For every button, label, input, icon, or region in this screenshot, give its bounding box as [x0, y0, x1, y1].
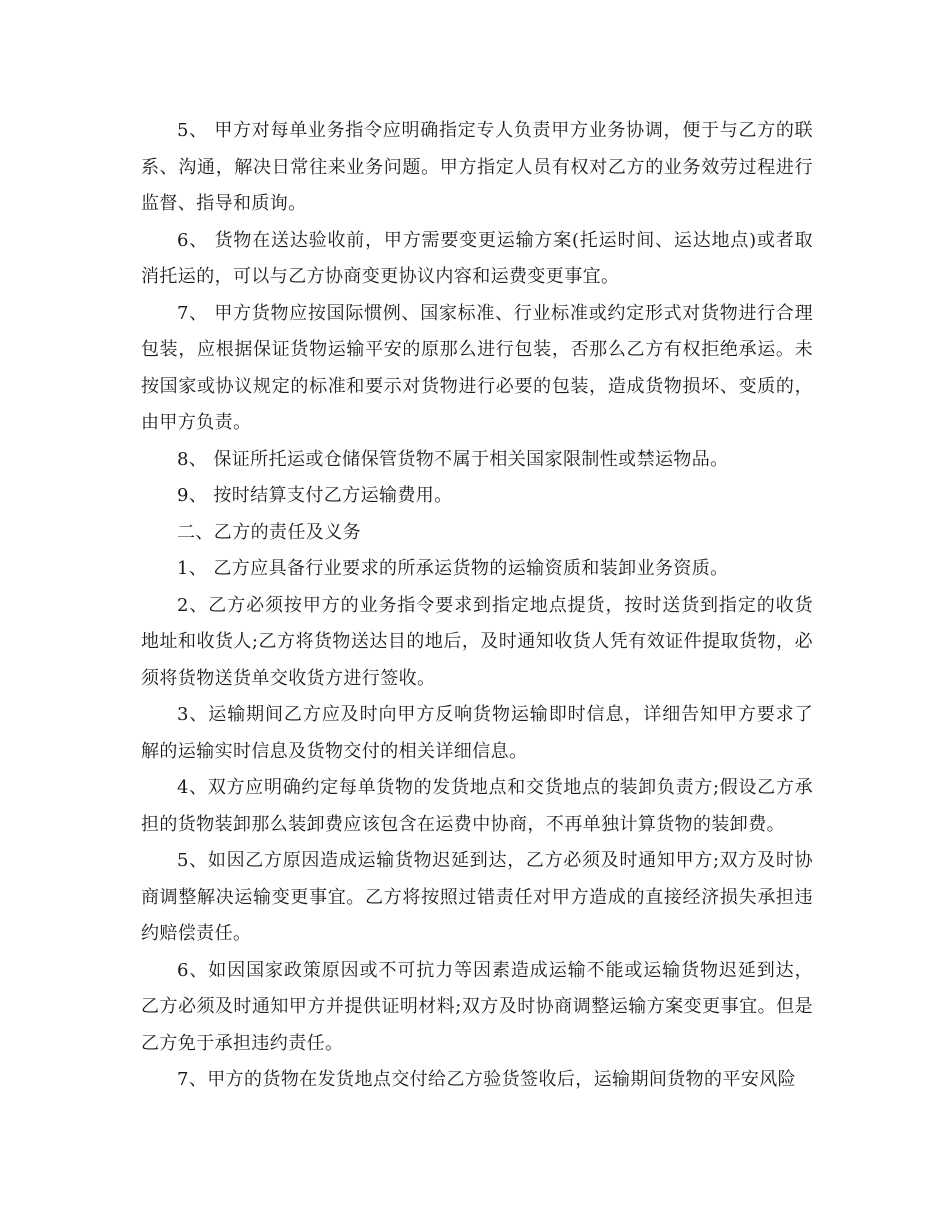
paragraph-b6: 6、如因国家政策原因或不可抗力等因素造成运输不能或运输货物迟延到达，乙方必须及时通知甲方并提供证明材料;双方及时协商调整运输方案变更事宜。但是乙方免于承担违约责任。	[141, 959, 813, 1054]
paragraph-a7: 7、 甲方货物应按国际惯例、国家标准、行业标准或约定形式对货物进行合理包装，应根据保证货物运输平安的原那么进行包装，否那么乙方有权拒绝承运。未按国家或协议规定的标准和要示对货物进行必要的包装，造成货物损坏、变质的，由甲方负责。	[141, 302, 813, 433]
paragraph-a9: 9、 按时结算支付乙方运输费用。	[177, 485, 453, 506]
section-heading-party-b: 二、乙方的责任及义务	[177, 521, 361, 543]
paragraph-a5: 5、 甲方对每单业务指令应明确指定专人负责甲方业务协调，便于与乙方的联系、沟通，解决日常往来业务问题。甲方指定人员有权对乙方的业务效劳过程进行监督、指导和质询。	[141, 120, 813, 214]
document-body	[141, 113, 813, 1099]
paragraph-b1: 1、 乙方应具备行业要求的所承运货物的运输资质和装卸业务资质。	[177, 558, 729, 579]
paragraph-b4: 4、双方应明确约定每单货物的发货地点和交货地点的装卸负责方;假设乙方承担的货物装卸那么装卸费应该包含在运费中协商，不再单独计算货物的装卸费。	[141, 777, 813, 835]
paragraph-a8: 8、 保证所托运或仓储保管货物不属于相关国家限制性或禁运物品。	[177, 448, 729, 470]
paragraph-a6: 6、 货物在送达验收前，甲方需要变更运输方案(托运时间、运达地点)或者取消托运的，可以与乙方协商变更协议内容和运费变更事宜。	[141, 229, 813, 287]
paragraph-b7: 7、甲方的货物在发货地点交付给乙方验货签收后，运输期间货物的平安风险	[177, 1069, 797, 1090]
paragraph-b2: 2、乙方必须按甲方的业务指令要求到指定地点提货，按时送货到指定的收货地址和收货人;乙方将货物送达目的地后，及时通知收货人凭有效证件提取货物，必须将货物送货单交收货方进行签收。	[141, 594, 813, 689]
paragraph-b3: 3、运输期间乙方应及时向甲方反响货物运输即时信息，详细告知甲方要求了解的运输实时信息及货物交付的相关详细信息。	[141, 704, 813, 762]
paragraph-b5: 5、如因乙方原因造成运输货物迟延到达，乙方必须及时通知甲方;双方及时协商调整解决运输变更事宜。乙方将按照过错责任对甲方造成的直接经济损失承担违约赔偿责任。	[141, 850, 813, 944]
